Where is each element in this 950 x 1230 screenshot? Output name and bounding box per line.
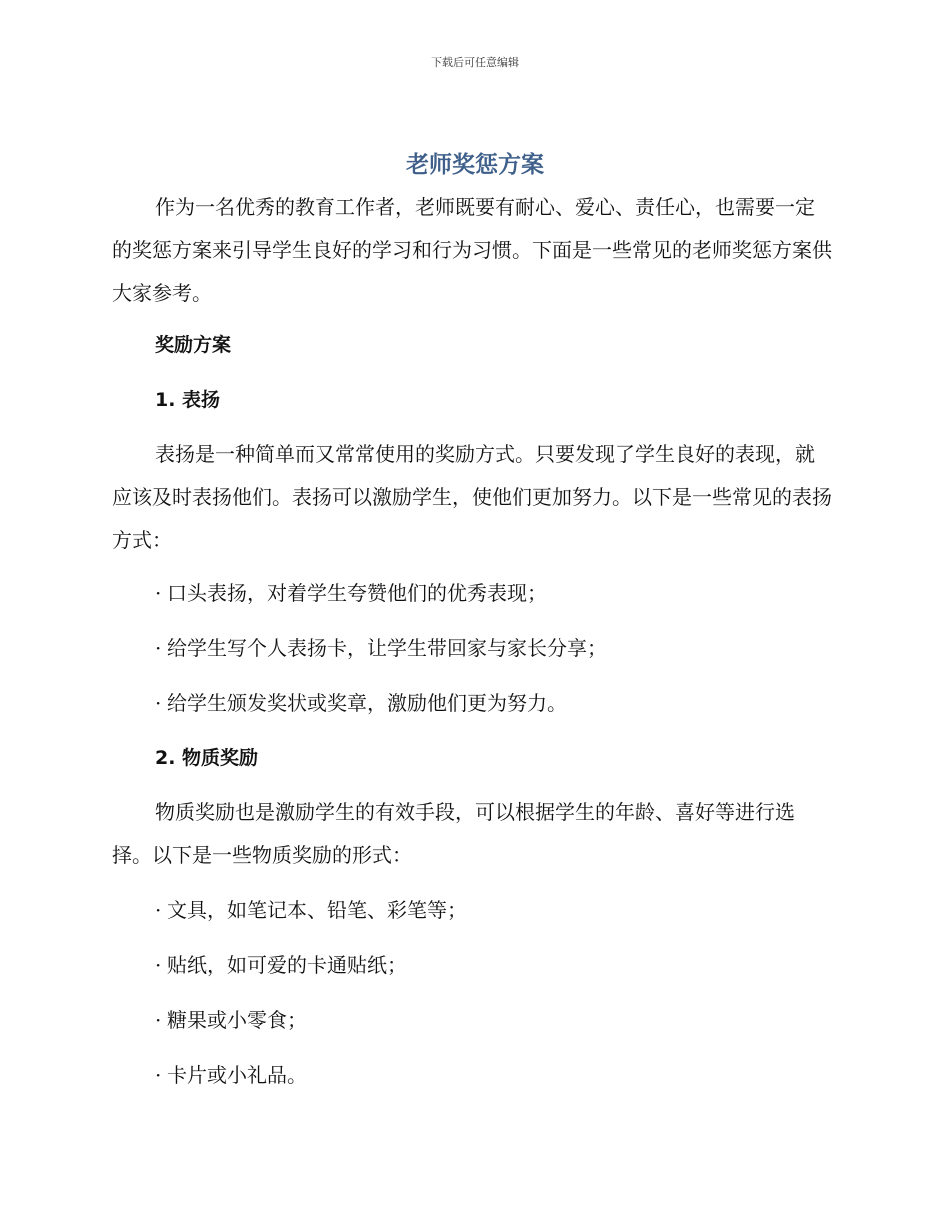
bullet-dot: ·: [155, 898, 162, 922]
header-note: 下载后可任意编辑: [431, 56, 519, 69]
bullet-dot: ·: [155, 953, 162, 977]
list-item-text: 给学生颁发奖状或奖章，激励他们更为努力。: [167, 691, 567, 715]
bullet-dot: ·: [155, 1008, 162, 1032]
material-paragraph: 物质奖励也是激励学生的有效手段，可以根据学生的年龄、喜好等进行选择。以下是一些物质奖励的形式：: [112, 800, 795, 867]
list-item-text: 文具，如笔记本、铅笔、彩笔等；: [167, 898, 467, 922]
list-item: [155, 889, 875, 932]
list-item: [155, 572, 875, 615]
list-item-text: 口头表扬，对着学生夸赞他们的优秀表现；: [167, 581, 547, 605]
list-item-text: 糖果或小零食；: [167, 1008, 307, 1032]
list-item: [155, 944, 875, 987]
document-title: 老师奖惩方案: [406, 152, 544, 178]
list-item-text: 贴纸，如可爱的卡通贴纸；: [167, 953, 407, 977]
bullet-dot: ·: [155, 1063, 162, 1087]
bullet-dot: ·: [155, 691, 162, 715]
list-item-text: 卡片或小礼品。: [167, 1063, 307, 1087]
praise-paragraph: 表扬是一种简单而又常常使用的奖励方式。只要发现了学生良好的表现，就应该及时表扬他们。表扬可以激励学生，使他们更加努力。以下是一些常见的表扬方式：: [112, 442, 832, 552]
list-item: [155, 1054, 875, 1097]
list-item-text: 给学生写个人表扬卡，让学生带回家与家长分享；: [167, 636, 607, 660]
section-heading-rewards: 奖励方案: [155, 334, 232, 356]
material-heading: 2. 物质奖励: [155, 747, 259, 769]
praise-heading: 1. 表扬: [155, 389, 221, 411]
list-item: [155, 682, 875, 725]
intro-paragraph: 作为一名优秀的教育工作者，老师既要有耐心、爱心、责任心，也需要一定的奖惩方案来引导学生良好的学习和行为习惯。下面是一些常见的老师奖惩方案供大家参考。: [112, 195, 832, 305]
bullet-dot: ·: [155, 581, 162, 605]
list-item: [155, 627, 875, 670]
list-item: [155, 999, 875, 1042]
bullet-dot: ·: [155, 636, 162, 660]
